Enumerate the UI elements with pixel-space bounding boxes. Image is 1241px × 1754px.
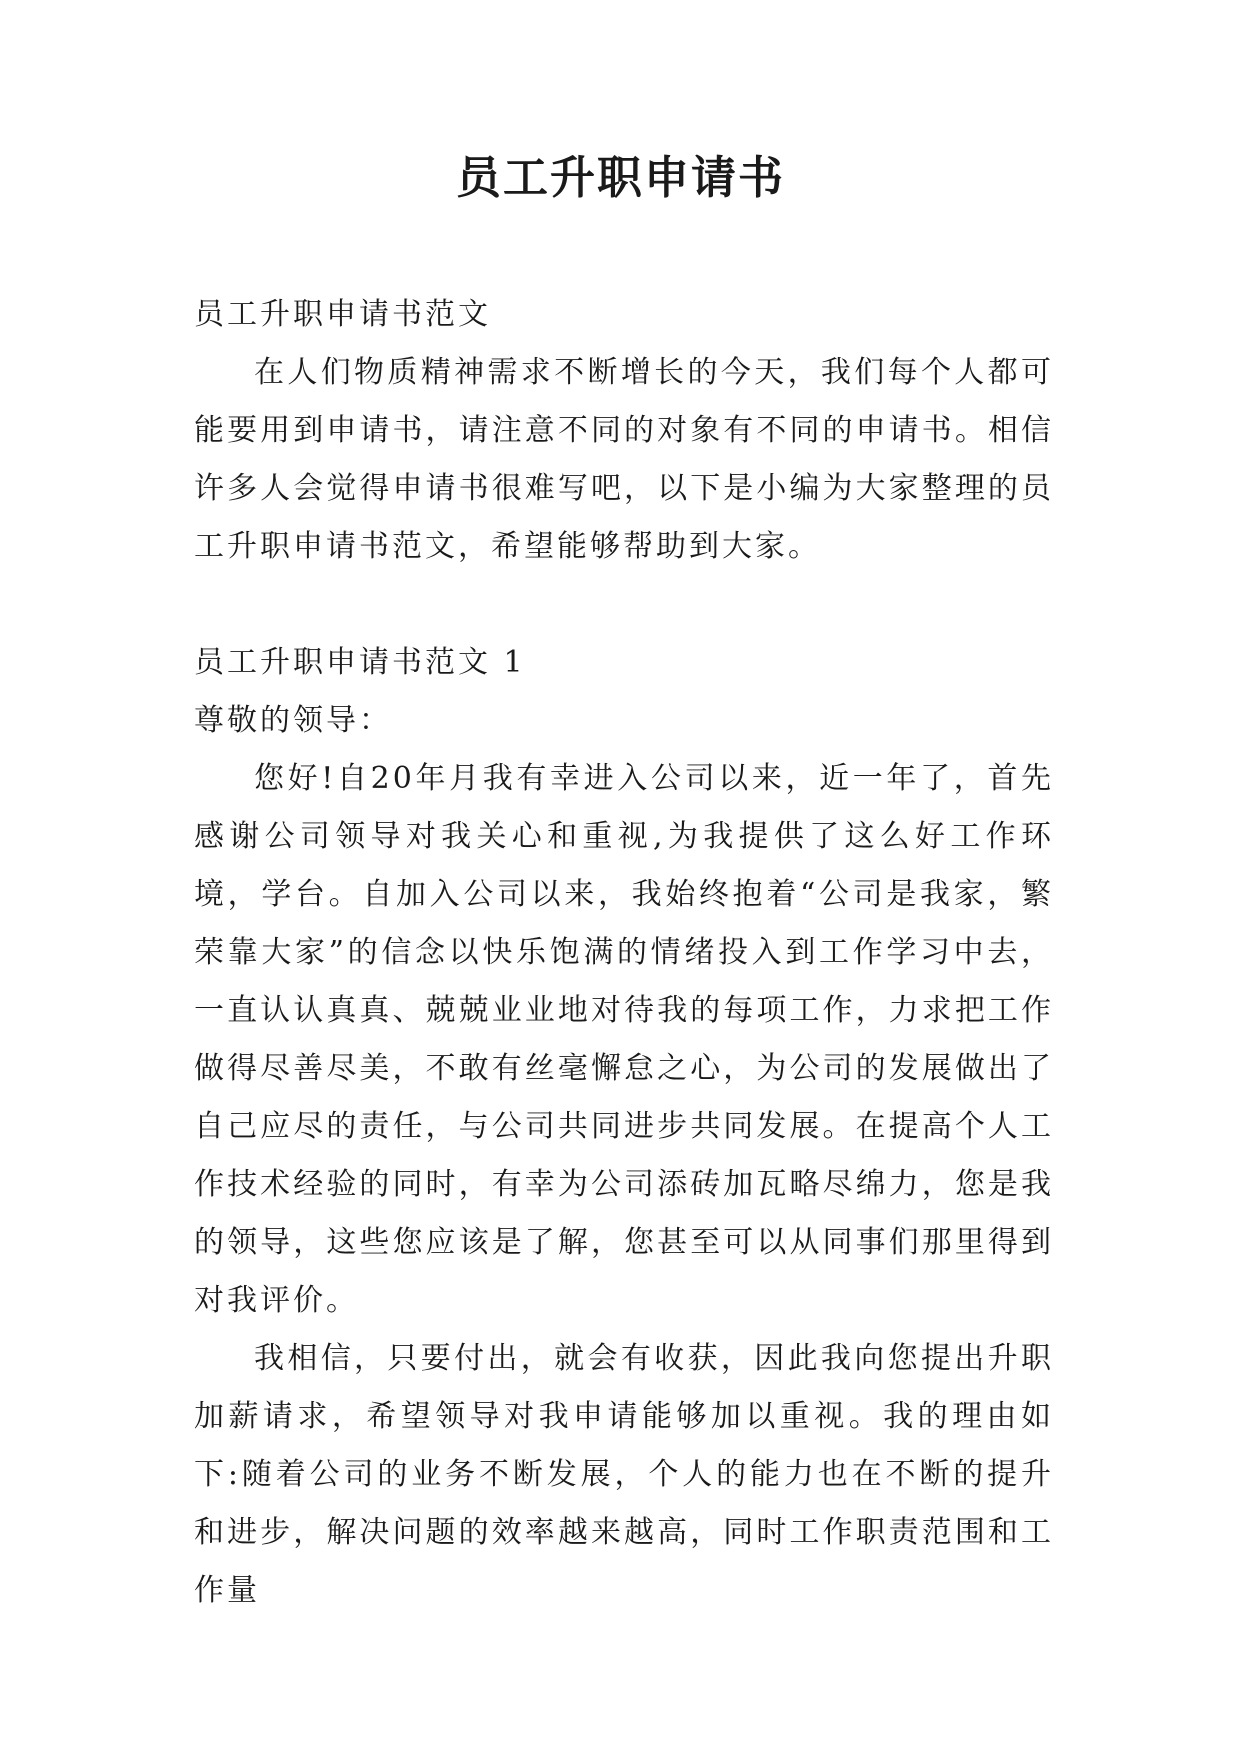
- body-paragraph: 我相信，只要付出，就会有收获，因此我向您提出升职加薪请求，希望领导对我申请能够加以重视。我的理由如下:随着公司的业务不断发展，个人的能力也在不断的提升和进步，解决问题的效率越来越高，同时工作职责范围和工作量: [194, 1341, 1054, 1608]
- document-body: [194, 286, 1054, 1620]
- body-paragraph: 您好!自20年月我有幸进入公司以来，近一年了，首先感谢公司领导对我关心和重视,为我提供了这么好工作环境，学台。自加入公司以来，我始终抱着“公司是我家，繁荣靠大家”的信念以快乐饱满的情绪投入到工作学习中去，一直认认真真、兢兢业业地对待我的每项工作，力求把工作做得尽善尽美，不敢有丝毫懈怠之心，为公司的发展做出了自己应尽的责任，与公司共同进步共同发展。在提高个人工作技术经验的同时，有幸为公司添砖加瓦略尽绵力，您是我的领导，这些您应该是了解，您甚至可以从同事们那里得到对我评价。: [194, 761, 1054, 1318]
- intro-paragraph: 在人们物质精神需求不断增长的今天，我们每个人都可能要用到申请书，请注意不同的对象有不同的申请书。相信许多人会觉得申请书很难写吧，以下是小编为大家整理的员工升职申请书范文，希望能够帮助到大家。: [194, 355, 1054, 564]
- document-title: 员工升职申请书: [455, 151, 785, 204]
- section-heading: 员工升职申请书范文 1: [194, 645, 526, 680]
- subtitle: 员工升职申请书范文: [194, 297, 491, 332]
- section-spacer: [194, 576, 1054, 634]
- salutation: 尊敬的领导：: [194, 703, 392, 738]
